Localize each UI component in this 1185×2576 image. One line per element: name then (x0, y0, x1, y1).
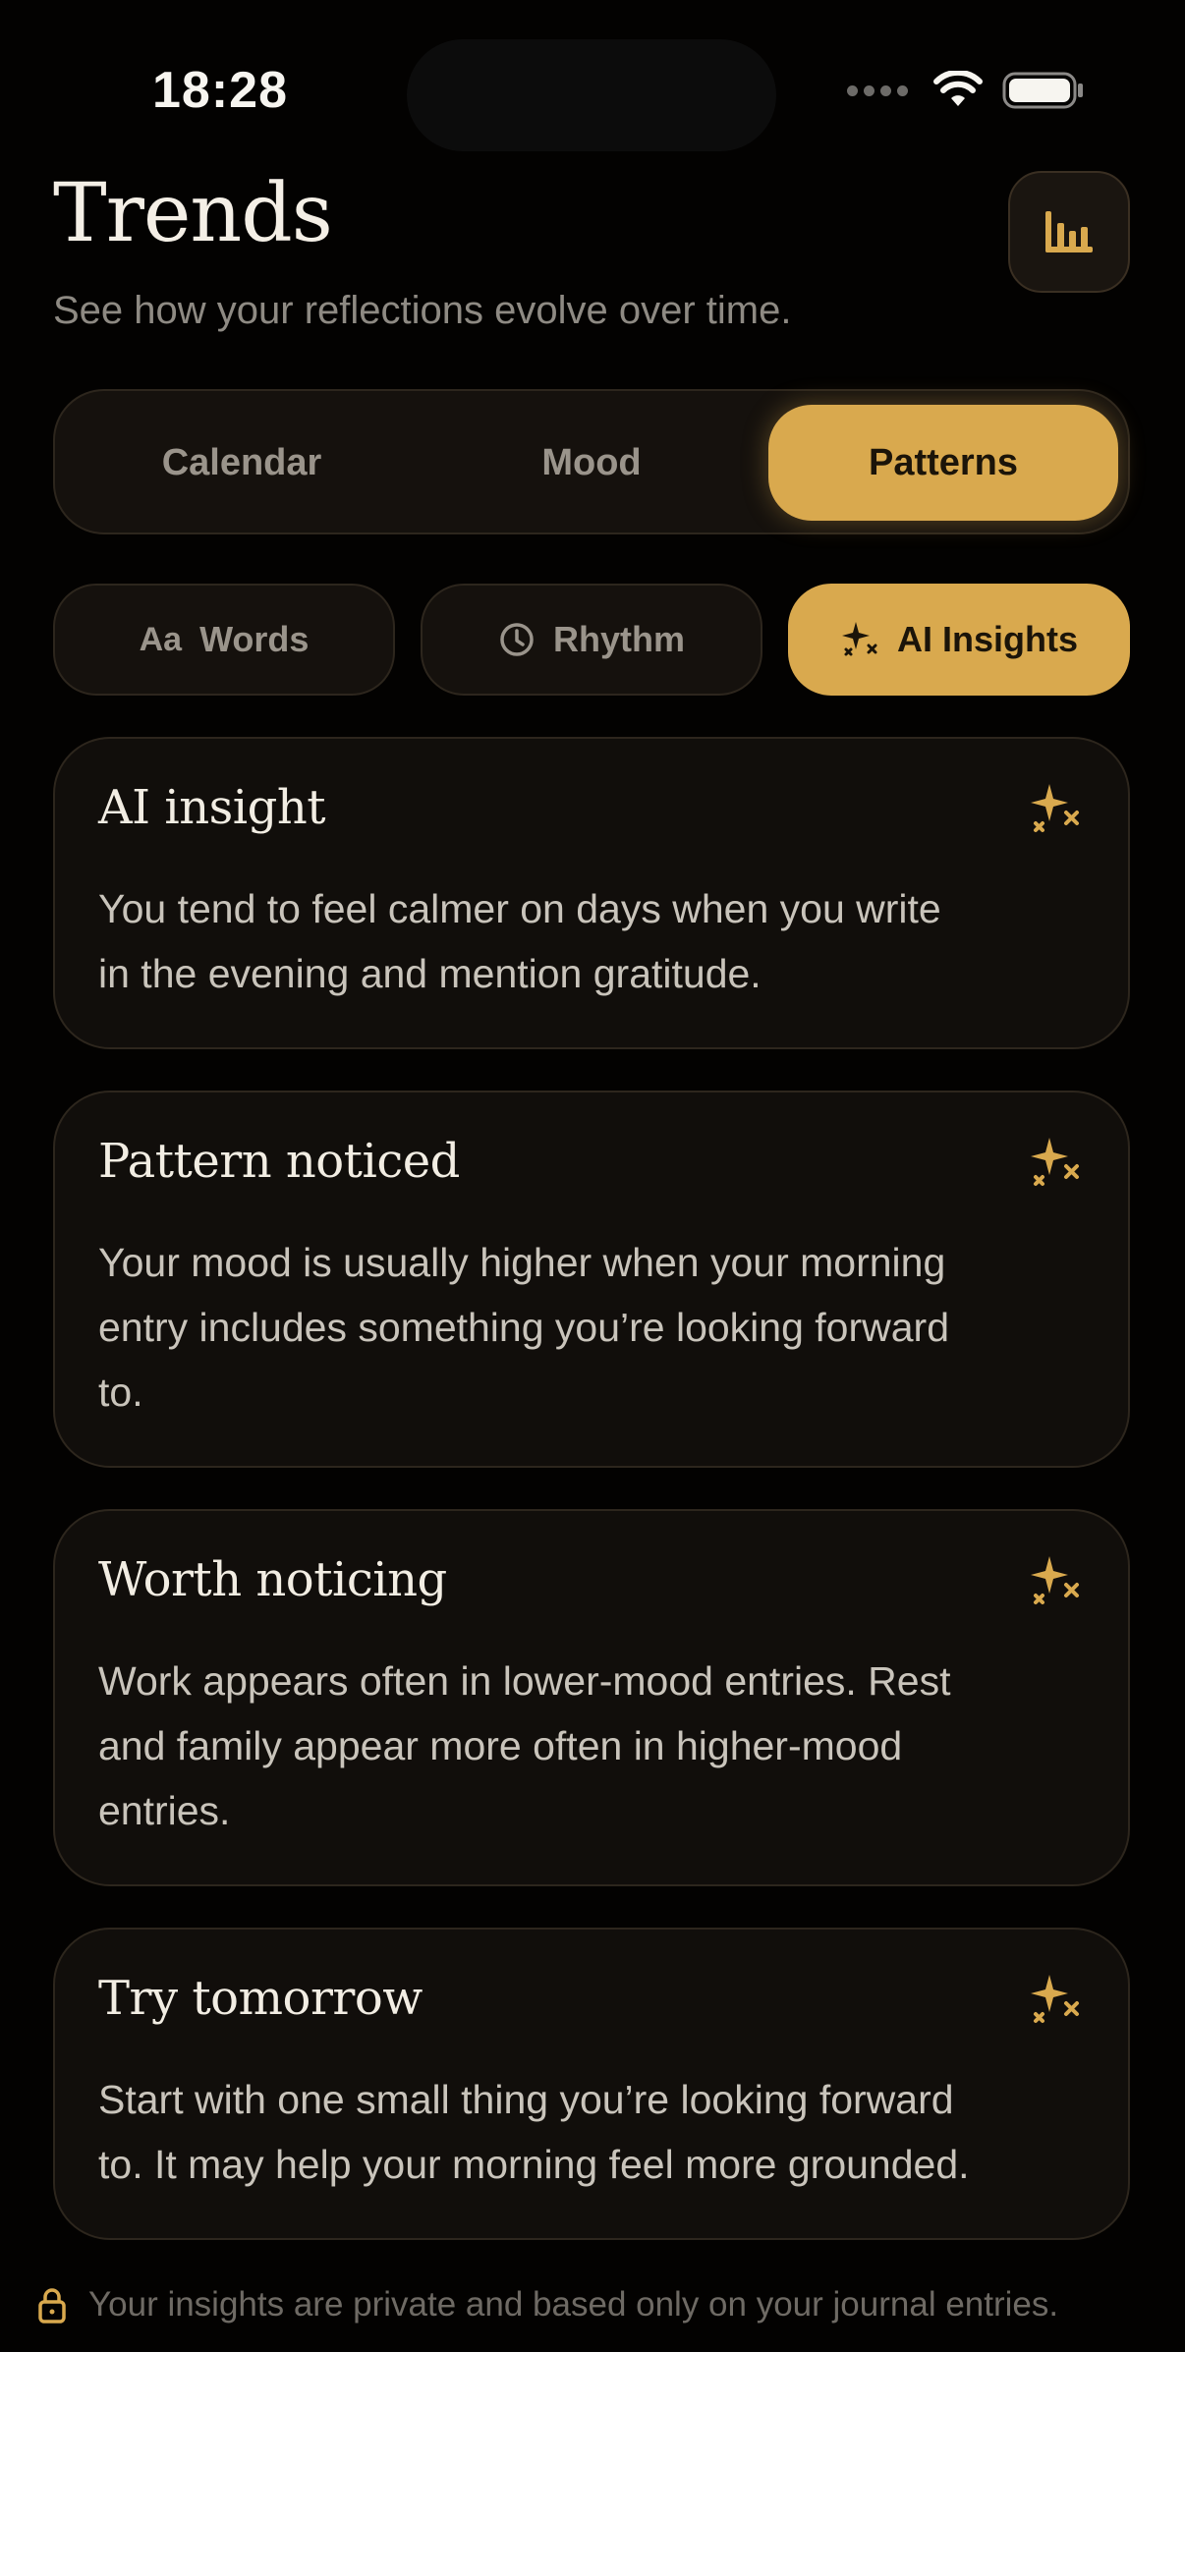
pattern-card (53, 1091, 1130, 1468)
wifi-icon (933, 71, 983, 110)
card-body-line: to. It may help your morning feel more grounded. (98, 2142, 970, 2187)
subtab-words-label: Words (199, 619, 310, 659)
sparkle-icon (1030, 1973, 1083, 2028)
sparkle-icon (1030, 1554, 1083, 1609)
status-time: 18:28 (152, 62, 288, 119)
sparkles-icon (840, 620, 879, 659)
card-body-line: Work appears often in lower-mood entries. Rest (98, 1658, 951, 1704)
card-body (98, 876, 1091, 1006)
subtab-rhythm-label: Rhythm (553, 619, 685, 659)
bar-chart-icon (1044, 209, 1095, 254)
battery-icon (1002, 71, 1085, 110)
subtab-ai-insights-label: AI Insights (896, 619, 1078, 659)
card-title: Worth noticing (98, 1552, 447, 1607)
page-subtitle: See how your reflections evolve over time. (53, 289, 792, 332)
dynamic-island (407, 39, 776, 151)
segment-calendar[interactable]: Calendar (161, 441, 322, 483)
card-body (98, 1649, 1091, 1843)
card-title: Pattern noticed (98, 1134, 460, 1189)
privacy-footer (37, 2285, 1058, 2324)
card-body-line: Your mood is usually higher when your morning (98, 1240, 946, 1285)
card-body-line: Start with one small thing you’re looking forward (98, 2077, 954, 2122)
card-title: AI insight (98, 780, 326, 835)
card-body (98, 1230, 1091, 1425)
clock-icon (498, 621, 536, 658)
card-title: Try tomorrow (98, 1971, 423, 2026)
subtab-words[interactable] (53, 584, 395, 696)
card-body-line: in the evening and mention gratitude. (98, 951, 762, 996)
page-title: Trends (53, 167, 332, 260)
card-body (98, 2067, 1091, 2197)
chart-button[interactable] (1008, 171, 1130, 293)
blank-area (0, 2352, 1185, 2576)
subtab-ai-insights[interactable] (788, 584, 1130, 696)
insight-card (53, 737, 1130, 1049)
text-aa-icon: Aa (139, 620, 183, 658)
segment-patterns[interactable]: Patterns (768, 405, 1118, 521)
card-body-line: to. (98, 1370, 143, 1415)
try-tomorrow-card (53, 1928, 1130, 2240)
status-indicators (847, 71, 1085, 110)
card-body-line: entry includes something you’re looking forward (98, 1305, 950, 1350)
card-body-line: entries. (98, 1788, 231, 1833)
privacy-footer-text: Your insights are private and based only on your journal entries. (88, 2285, 1059, 2324)
view-segmented-control (53, 389, 1130, 534)
card-body-line: and family appear more often in higher-mood (98, 1723, 903, 1768)
sparkle-icon (1030, 1136, 1083, 1191)
sparkle-icon (1030, 782, 1083, 837)
cellular-signal-icon (847, 85, 908, 96)
worth-noticing-card (53, 1509, 1130, 1886)
lock-icon (37, 2286, 67, 2324)
subtab-rhythm[interactable] (421, 584, 762, 696)
card-body-line: You tend to feel calmer on days when you write (98, 886, 941, 931)
segment-mood[interactable]: Mood (541, 441, 642, 483)
